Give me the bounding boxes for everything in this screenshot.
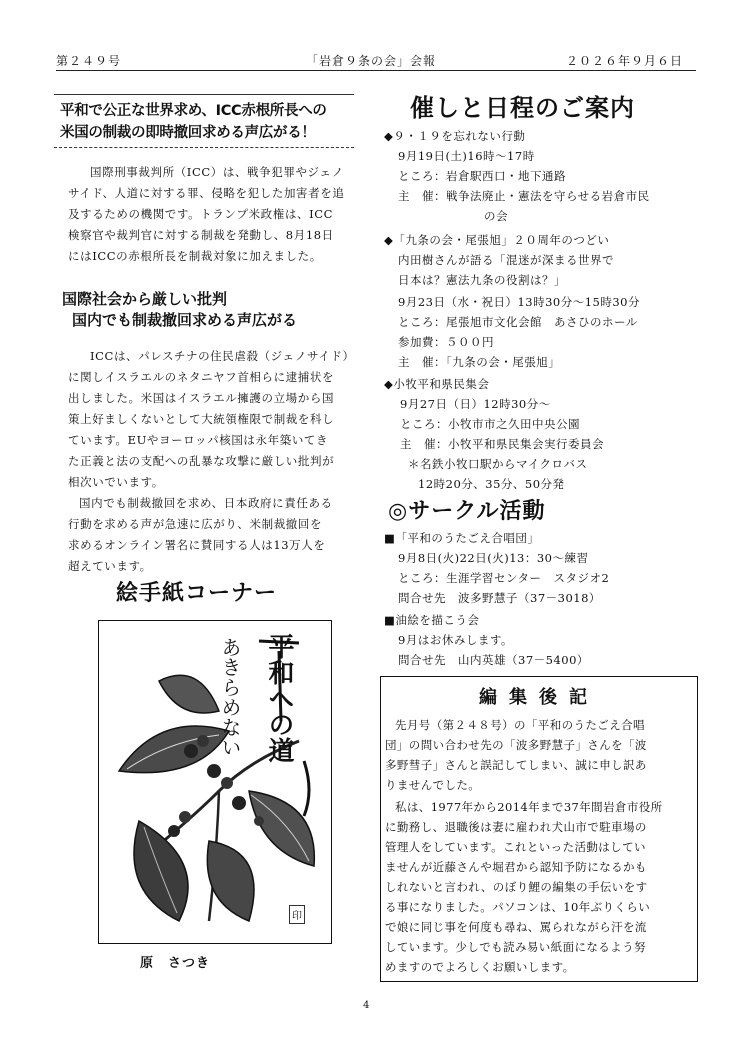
editor-note-line: 先月号（第２４８号）の「平和のうたごえ合唱 — [395, 718, 645, 732]
event-item: ◆「九条の会・尾張旭」２０周年のつどい — [384, 233, 610, 247]
circle-title: ◎サークル活動 — [388, 499, 546, 524]
body-line: ICCは、パレスチナの住民虐殺（ジェノサイド） — [90, 349, 355, 363]
event-item: 12時20分、35分、50分発 — [418, 477, 565, 491]
editor-note-line: りませんでした。 — [385, 778, 481, 792]
intro-line: 検察官や裁判官に対する制裁を発動し、8月18日 — [68, 228, 334, 242]
circle-item: ■「平和のうたごえ合唱団」 — [384, 531, 540, 545]
editor-note-line: る事になりました。パソコンは、10年ぶりくらい — [385, 900, 651, 914]
event-item: ところ：岩倉駅西口・地下通路 — [398, 169, 566, 183]
etegami-seal: 印 — [289, 905, 305, 924]
intro-line: 国際刑事裁判所（ICC）は、戦争犯罪やジェノ — [90, 165, 344, 179]
event-item: 内田樹さんが語る「混迷が深まる世界で — [398, 253, 614, 267]
body-line: た正義と法の支配への乱暴な攻撃に厳しい批判が — [68, 454, 335, 468]
editor-note-line: ませんが近藤さんや堀君から認知予防になるかも — [385, 860, 647, 874]
event-item: 参加費：５００円 — [398, 335, 494, 349]
circle-item: 問合せ先 山内英雄（37－5400） — [398, 653, 589, 667]
body-line: に関しイスラエルのネタニヤフ首相らに逮捕状を — [68, 370, 335, 384]
event-item: ＊名鉄小牧口駅からマイクロバス — [408, 457, 588, 471]
body-line: 策上好ましくないとして大統領権限で制裁を科し — [68, 412, 335, 426]
body-line: 国内でも制裁撤回を求め、日本政府に責任ある — [79, 496, 333, 510]
etegami-frame — [98, 620, 332, 944]
editor-note-line: に勤務し、退職後は妻に雇われ犬山市で駐車場の — [385, 820, 647, 834]
events-title: 催しと日程のご案内 — [410, 94, 635, 122]
event-item: 9月27日（日）12時30分～ — [400, 397, 551, 411]
headline-line-2: 米国の制裁の即時撤回求める声広がる！ — [60, 125, 316, 141]
intro-line: 及するための機関です。トランプ米政権は、ICC — [68, 207, 334, 221]
editor-note-line: 私は、1977年から2014年まで37年間岩倉市役所 — [395, 800, 663, 814]
circle-list — [384, 530, 704, 670]
etegami-artist: 原 さつき — [140, 956, 211, 971]
circle-item: 9月8日(火)22日(火)13：30～練習 — [398, 551, 589, 565]
event-item: ところ：小牧市市之久田中央公園 — [400, 417, 580, 431]
intro-line: にはICCの赤根所長を制裁対象に加えました。 — [68, 249, 322, 263]
headline-box — [54, 94, 354, 148]
editor-note-line: 管理人をしています。これといった活動はしてい — [385, 840, 646, 854]
events-list — [384, 128, 704, 491]
editor-note-line: しれないと言われ、のぼり鯉の編集の手伝いをす — [385, 880, 648, 894]
event-item: 主 催：「九条の会・尾張旭」 — [398, 355, 561, 369]
body-line: 行動を求める声が急速に広がり、米制裁撤回を — [68, 517, 323, 531]
editor-note-box — [380, 676, 698, 982]
event-item: ◆９・１９を忘れない行動 — [384, 129, 526, 143]
publication-name: 「岩倉９条の会」会報 — [306, 54, 437, 68]
event-item: ところ：尾張旭市文化会館 あさひのホール — [398, 315, 638, 329]
issue-date: ２０２６年９月６日 — [566, 54, 684, 68]
editor-note-line: 多野彗子」さんと誤記してしまい、誠に申し訳あ — [385, 758, 647, 772]
event-item: 9月19日(土)16時～17時 — [398, 149, 535, 163]
page-number: 4 — [363, 1000, 370, 1011]
header-rule — [56, 70, 696, 71]
body-line: 求めるオンライン署名に賛同する人は13万人を — [68, 538, 326, 552]
etegami-painting — [99, 621, 331, 943]
event-item: 主 催：戦争法廃止・憲法を守らせる岩倉市民 — [398, 189, 650, 203]
intro-paragraph — [68, 162, 368, 272]
issue-number: 第２４９号 — [56, 54, 122, 68]
etegami-calligraphy-1: 平和への道 — [264, 633, 294, 763]
editor-note-line: しています。少しでも読み易い紙面になるよう努 — [385, 940, 646, 954]
event-item: の会 — [484, 209, 508, 223]
circle-item: 問合せ先 波多野慧子（37－3018） — [398, 591, 601, 605]
editor-note-line: めますのでよろしくお願いします。 — [385, 960, 575, 974]
event-item: 9月23日（水・祝日）13時30分～15時30分 — [398, 295, 640, 309]
event-item: 日本は？憲法九条の役割は？」 — [398, 273, 566, 287]
intro-line: サイド、人道に対する罪、侵略を犯した加害者を追 — [68, 186, 345, 200]
body-line: 相次いでいます。 — [68, 475, 164, 489]
body-paragraph — [68, 346, 368, 576]
editor-note-title: 編集後記 — [479, 687, 599, 708]
etegami-title: 絵手紙コーナー — [116, 581, 278, 606]
body-line: ています。EUやヨーロッパ核国は永年築いてき — [68, 433, 329, 447]
event-item: 主 催：小牧平和県民集会実行委員会 — [400, 437, 604, 451]
body-line: 超えています。 — [68, 559, 152, 573]
editor-note-line: で娘に同じ事を何度も尋ね、罵られながら汗を流 — [385, 920, 647, 934]
headline-line-1: 平和で公正な世界求め、ICC赤根所長への — [60, 103, 327, 119]
editor-note-line: 団」の問い合わせ先の「波多野慧子」さんを「波 — [385, 738, 647, 752]
circle-item: ところ：生涯学習センター スタジオ2 — [398, 571, 610, 585]
circle-item: 9月はお休みします。 — [398, 633, 513, 647]
subheading-line-2: 国内でも制裁撤回求める声広がる — [72, 311, 298, 329]
subheading-line-1: 国際社会から厳しい批判 — [62, 290, 228, 308]
event-item: ◆小牧平和県民集会 — [384, 377, 490, 391]
circle-item: ■油絵を描こう会 — [384, 613, 480, 627]
etegami-calligraphy-2: あきらめない — [218, 637, 242, 757]
body-line: 出しました。米国はイスラエル擁護の立場から国 — [68, 391, 335, 405]
